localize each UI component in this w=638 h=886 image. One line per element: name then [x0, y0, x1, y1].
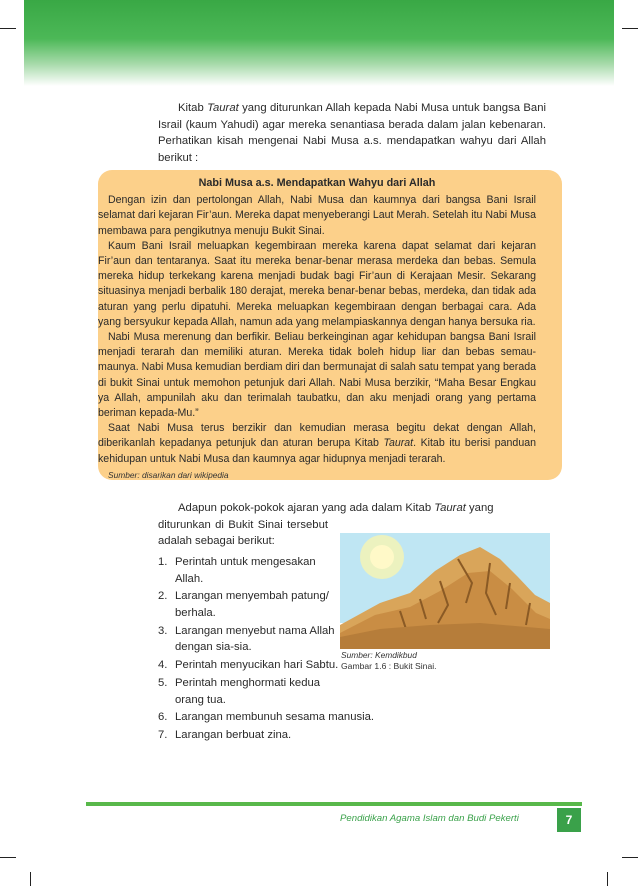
mount-sinai-illustration	[340, 533, 550, 649]
story-paragraph: Kaum Bani Israil meluapkan kegembiraan mereka karena dapat selamat dari kejaran Fir’aun dan tentaranya. Saat itu mereka benar-benar merasa merdeka dan bebas. Semula mereka hidup terkekang karena menjadi budak bagi Fir’aun di Kerajaan Mesir. Sekarang situasinya menjadi berbalik 180 derajat, mereka benar-benar bebas, merdeka, dan tidak ada aturan yang perlu dipatuhi. Mereka meluapkan kegembiraan dengan berbagai cara. Ada yang bersyukur kepada Allah, namun ada yang melampiaskannya dengan hanya bersuka ria.	[98, 239, 536, 328]
crop-mark	[0, 28, 16, 29]
emphasis: Taurat	[207, 102, 239, 114]
story-text	[98, 176, 536, 483]
header-band	[24, 0, 614, 86]
list-item: 4. Perintah menyucikan hari Sabtu.	[158, 659, 339, 672]
story-paragraph: Dengan izin dan pertolongan Allah, Nabi Musa dan kaumnya dari bangsa Bani Israil selamat dari kejaran Fir’aun. Mereka dapat menyeberangi Laut Merah. Setelah itu Nabi Musa membawa para pengikutnya menuju Bukit Sinai.	[98, 194, 536, 237]
intro-paragraph: Kitab Taurat yang diturunkan Allah kepada Nabi Musa untuk bangsa Bani Israil (kaum Yahudi) agar mereka senantiasa berada dalam jalan kebenaran. Perhatikan kisah mengenai Nabi Musa a.s. mendapatkan wahyu dari Allah berikut :	[158, 102, 547, 164]
list-item: 6. Larangan membunuh sesama manusia.	[158, 711, 375, 724]
list-item: 3. Larangan menyebut nama Allah dengan sia-sia.	[158, 624, 335, 654]
story-title: Nabi Musa a.s. Mendapatkan Wahyu dari Allah	[198, 177, 436, 189]
story-source: Sumber: disarikan dari wikipedia	[108, 469, 229, 480]
footer-line	[86, 802, 582, 806]
footer-book-title: Pendidikan Agama Islam dan Budi Pekerti	[340, 813, 519, 824]
crop-mark	[0, 857, 16, 858]
list-item: 5. Perintah menghormati kedua orang tua.	[158, 676, 321, 706]
list-item: 2. Larangan menyembah patung/ berhala.	[158, 590, 329, 619]
crop-mark	[607, 872, 608, 886]
lead-paragraph: Adapun pokok-pokok ajaran yang ada dalam Kitab Taurat yang diturunkan di Bukit Sinai tersebut adalah sebagai berikut:	[158, 502, 494, 548]
story-paragraph: Nabi Musa merenung dan berfikir. Beliau berkeinginan agar kehidupan bangsa Bani Israil menjadi terarah dan memiliki aturan. Mereka tidak boleh hidup liar dan bebas semau-maunya. Nabi Musa kemudian berdiam diri dan bermunajat di salah satu tempat yang berada di bukit Sinai untuk memohon petunjuk dari Allah. Nabi Musa berzikir, “Maha Besar Engkau ya Allah, ampunilah aku dan terimalah taubatku, dan aku menjadi orang yang pertama beriman kepada-Mu.”	[98, 331, 536, 420]
crop-mark	[30, 872, 31, 886]
crop-mark	[622, 28, 638, 29]
page-number: 7	[557, 808, 581, 832]
story-paragraph: Saat Nabi Musa terus berzikir dan kemudian merasa begitu dekat dengan Allah, diberikanlah kepadanya petunjuk dan aturan berupa Kitab Taurat. Kitab itu berisi panduan kehidupan untuk Nabi Musa dan kaumnya agar hidupnya menjadi terarah.	[98, 422, 536, 465]
list-item: 7. Larangan berbuat zina.	[158, 729, 292, 742]
figure-caption: Gambar 1.6 : Bukit Sinai.	[341, 661, 437, 671]
crop-mark	[622, 857, 638, 858]
figure-source: Sumber: Kemdikbud	[341, 650, 417, 660]
list-item: 1. Perintah untuk mengesakan Allah.	[158, 556, 316, 585]
